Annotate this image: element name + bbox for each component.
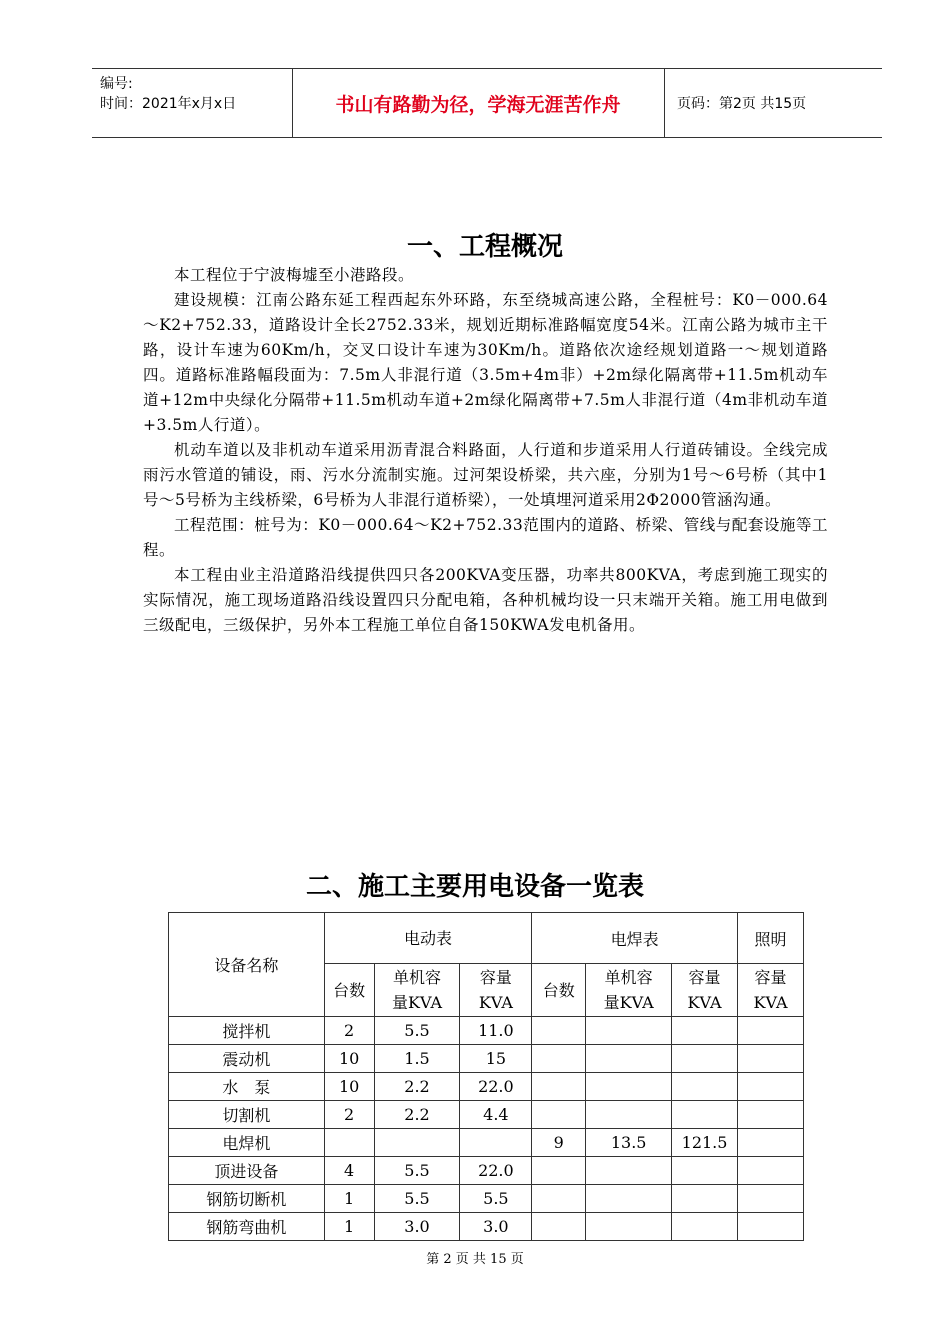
cell-name: 搅拌机	[169, 1017, 325, 1045]
cell-w-count	[532, 1045, 586, 1073]
cell-w-cap	[672, 1157, 738, 1185]
cell-w-count	[532, 1213, 586, 1241]
header-motto: 书山有路勤为径，学海无涯苦作舟	[292, 69, 665, 137]
cell-w-cap	[672, 1017, 738, 1045]
cell-m-count: 10	[324, 1045, 374, 1073]
sub-header-capacity: 容量 KVA	[672, 964, 738, 1017]
cell-m-count	[324, 1129, 374, 1157]
cell-w-unit	[586, 1045, 672, 1073]
cell-name: 电焊机	[169, 1129, 325, 1157]
table-row	[169, 1157, 804, 1185]
cell-m-cap	[460, 1129, 532, 1157]
section-title-overview: 一、工程概况	[406, 232, 563, 262]
cell-m-cap: 4.4	[460, 1101, 532, 1129]
cell-w-count	[532, 1101, 586, 1129]
paragraph: 建设规模：江南公路东延工程西起东外环路，东至绕城高速公路，全程桩号：K0－000.64～K2+752.33，道路设计全长2752.33米，规划近期标准路幅宽度54米。江南公路为城市主干路，设计车速为60Km/h，交叉口设计车速为30Km/h。道路依次途经规划道路一～规划道路四。道路标准路幅段面为：7.5m人非混行道（3.5m+4m非）+2m绿化隔离带+11.5m机动车道+12m中央绿化分隔带+11.5m机动车道+2m绿化隔离带+7.5m人非混行道（4m非机动车道+3.5m人行道）。	[143, 291, 828, 434]
cell-l-cap	[738, 1129, 804, 1157]
sub-header-capacity: 容量 KVA	[738, 964, 804, 1017]
cell-w-count: 9	[532, 1129, 586, 1157]
cell-l-cap	[738, 1213, 804, 1241]
cell-w-unit	[586, 1213, 672, 1241]
paragraph: 本工程位于宁波梅墟至小港路段。	[174, 266, 415, 284]
table-row	[169, 1101, 804, 1129]
cell-w-unit	[586, 1017, 672, 1045]
header-meta	[92, 69, 293, 137]
sub-header-count: 台数	[532, 964, 586, 1017]
cell-name: 顶进设备	[169, 1157, 325, 1185]
section-title-equipment: 二、施工主要用电设备一览表	[305, 872, 644, 902]
cell-w-count	[532, 1157, 586, 1185]
cell-m-count: 4	[324, 1157, 374, 1185]
cell-w-unit	[586, 1185, 672, 1213]
cell-w-unit	[586, 1073, 672, 1101]
table-row	[169, 1017, 804, 1045]
paragraph: 机动车道以及非机动车道采用沥青混合料路面，人行道和步道采用人行道砖铺设。全线完成雨污水管道的铺设，雨、污水分流制实施。过河架设桥梁，共六座，分别为1号～6号桥（其中1号～5号桥为主线桥梁，6号桥为人非混行道桥梁），一处填埋河道采用2Φ2000管涵沟通。	[143, 441, 828, 509]
sub-header-capacity: 容量 KVA	[460, 964, 532, 1017]
cell-w-unit: 13.5	[586, 1129, 672, 1157]
cell-w-cap	[672, 1185, 738, 1213]
paragraph: 本工程由业主沿道路沿线提供四只各200KVA变压器，功率共800KVA，考虑到施工现实的实际情况，施工现场道路沿线设置四只分配电箱，各种机械均设一只末端开关箱。施工用电做到三级配电，三级保护，另外本工程施工单位自备150KWA发电机备用。	[143, 566, 828, 634]
header-page-label: 页码：第2页 共15页	[677, 96, 807, 112]
cell-m-unit: 3.0	[374, 1213, 460, 1241]
cell-m-count: 1	[324, 1213, 374, 1241]
cell-w-cap	[672, 1101, 738, 1129]
group-header-weld: 电焊表	[532, 913, 738, 964]
cell-m-count: 2	[324, 1101, 374, 1129]
cell-m-count: 10	[324, 1073, 374, 1101]
table-row	[169, 1045, 804, 1073]
cell-m-cap: 11.0	[460, 1017, 532, 1045]
col-header-name: 设备名称	[169, 913, 325, 1017]
sub-header-unit: 单机容 量KVA	[586, 964, 672, 1017]
cell-name: 切割机	[169, 1101, 325, 1129]
cell-m-cap: 22.0	[460, 1073, 532, 1101]
equipment-table	[168, 912, 804, 1241]
cell-l-cap	[738, 1073, 804, 1101]
sub-header-unit: 单机容 量KVA	[374, 964, 460, 1017]
cell-name: 钢筋弯曲机	[169, 1213, 325, 1241]
cell-l-cap	[738, 1045, 804, 1073]
cell-name: 水 泵	[169, 1073, 325, 1101]
cell-w-unit	[586, 1157, 672, 1185]
cell-l-cap	[738, 1157, 804, 1185]
cell-w-count	[532, 1017, 586, 1045]
cell-m-cap: 15	[460, 1045, 532, 1073]
cell-m-unit: 2.2	[374, 1101, 460, 1129]
cell-l-cap	[738, 1101, 804, 1129]
cell-m-count: 1	[324, 1185, 374, 1213]
cell-m-cap: 3.0	[460, 1213, 532, 1241]
cell-l-cap	[738, 1017, 804, 1045]
group-header-light: 照明	[738, 913, 804, 964]
cell-w-cap	[672, 1213, 738, 1241]
cell-m-unit	[374, 1129, 460, 1157]
cell-m-unit: 5.5	[374, 1157, 460, 1185]
table-row	[169, 1073, 804, 1101]
cell-m-cap: 22.0	[460, 1157, 532, 1185]
page-footer: 第 2 页 共 15 页	[426, 1252, 524, 1267]
cell-l-cap	[738, 1185, 804, 1213]
cell-name: 钢筋切断机	[169, 1185, 325, 1213]
cell-w-cap: 121.5	[672, 1129, 738, 1157]
overview-body	[143, 263, 828, 638]
table-row	[169, 1185, 804, 1213]
cell-w-cap	[672, 1045, 738, 1073]
table-row	[169, 1213, 804, 1241]
cell-w-unit	[586, 1101, 672, 1129]
cell-w-count	[532, 1185, 586, 1213]
cell-name: 震动机	[169, 1045, 325, 1073]
cell-m-count: 2	[324, 1017, 374, 1045]
cell-m-unit: 1.5	[374, 1045, 460, 1073]
paragraph: 工程范围：桩号为：K0－000.64～K2+752.33范围内的道路、桥梁、管线与配套设施等工程。	[143, 516, 828, 559]
page-header	[92, 68, 882, 138]
table-row	[169, 1129, 804, 1157]
cell-w-cap	[672, 1073, 738, 1101]
cell-m-unit: 5.5	[374, 1185, 460, 1213]
group-header-motor: 电动表	[324, 913, 532, 964]
cell-m-cap: 5.5	[460, 1185, 532, 1213]
number-label: 编号:	[100, 76, 133, 92]
cell-w-count	[532, 1073, 586, 1101]
sub-header-count: 台数	[324, 964, 374, 1017]
cell-m-unit: 5.5	[374, 1017, 460, 1045]
cell-m-unit: 2.2	[374, 1073, 460, 1101]
time-label: 时间：2021年x月x日	[100, 96, 237, 112]
